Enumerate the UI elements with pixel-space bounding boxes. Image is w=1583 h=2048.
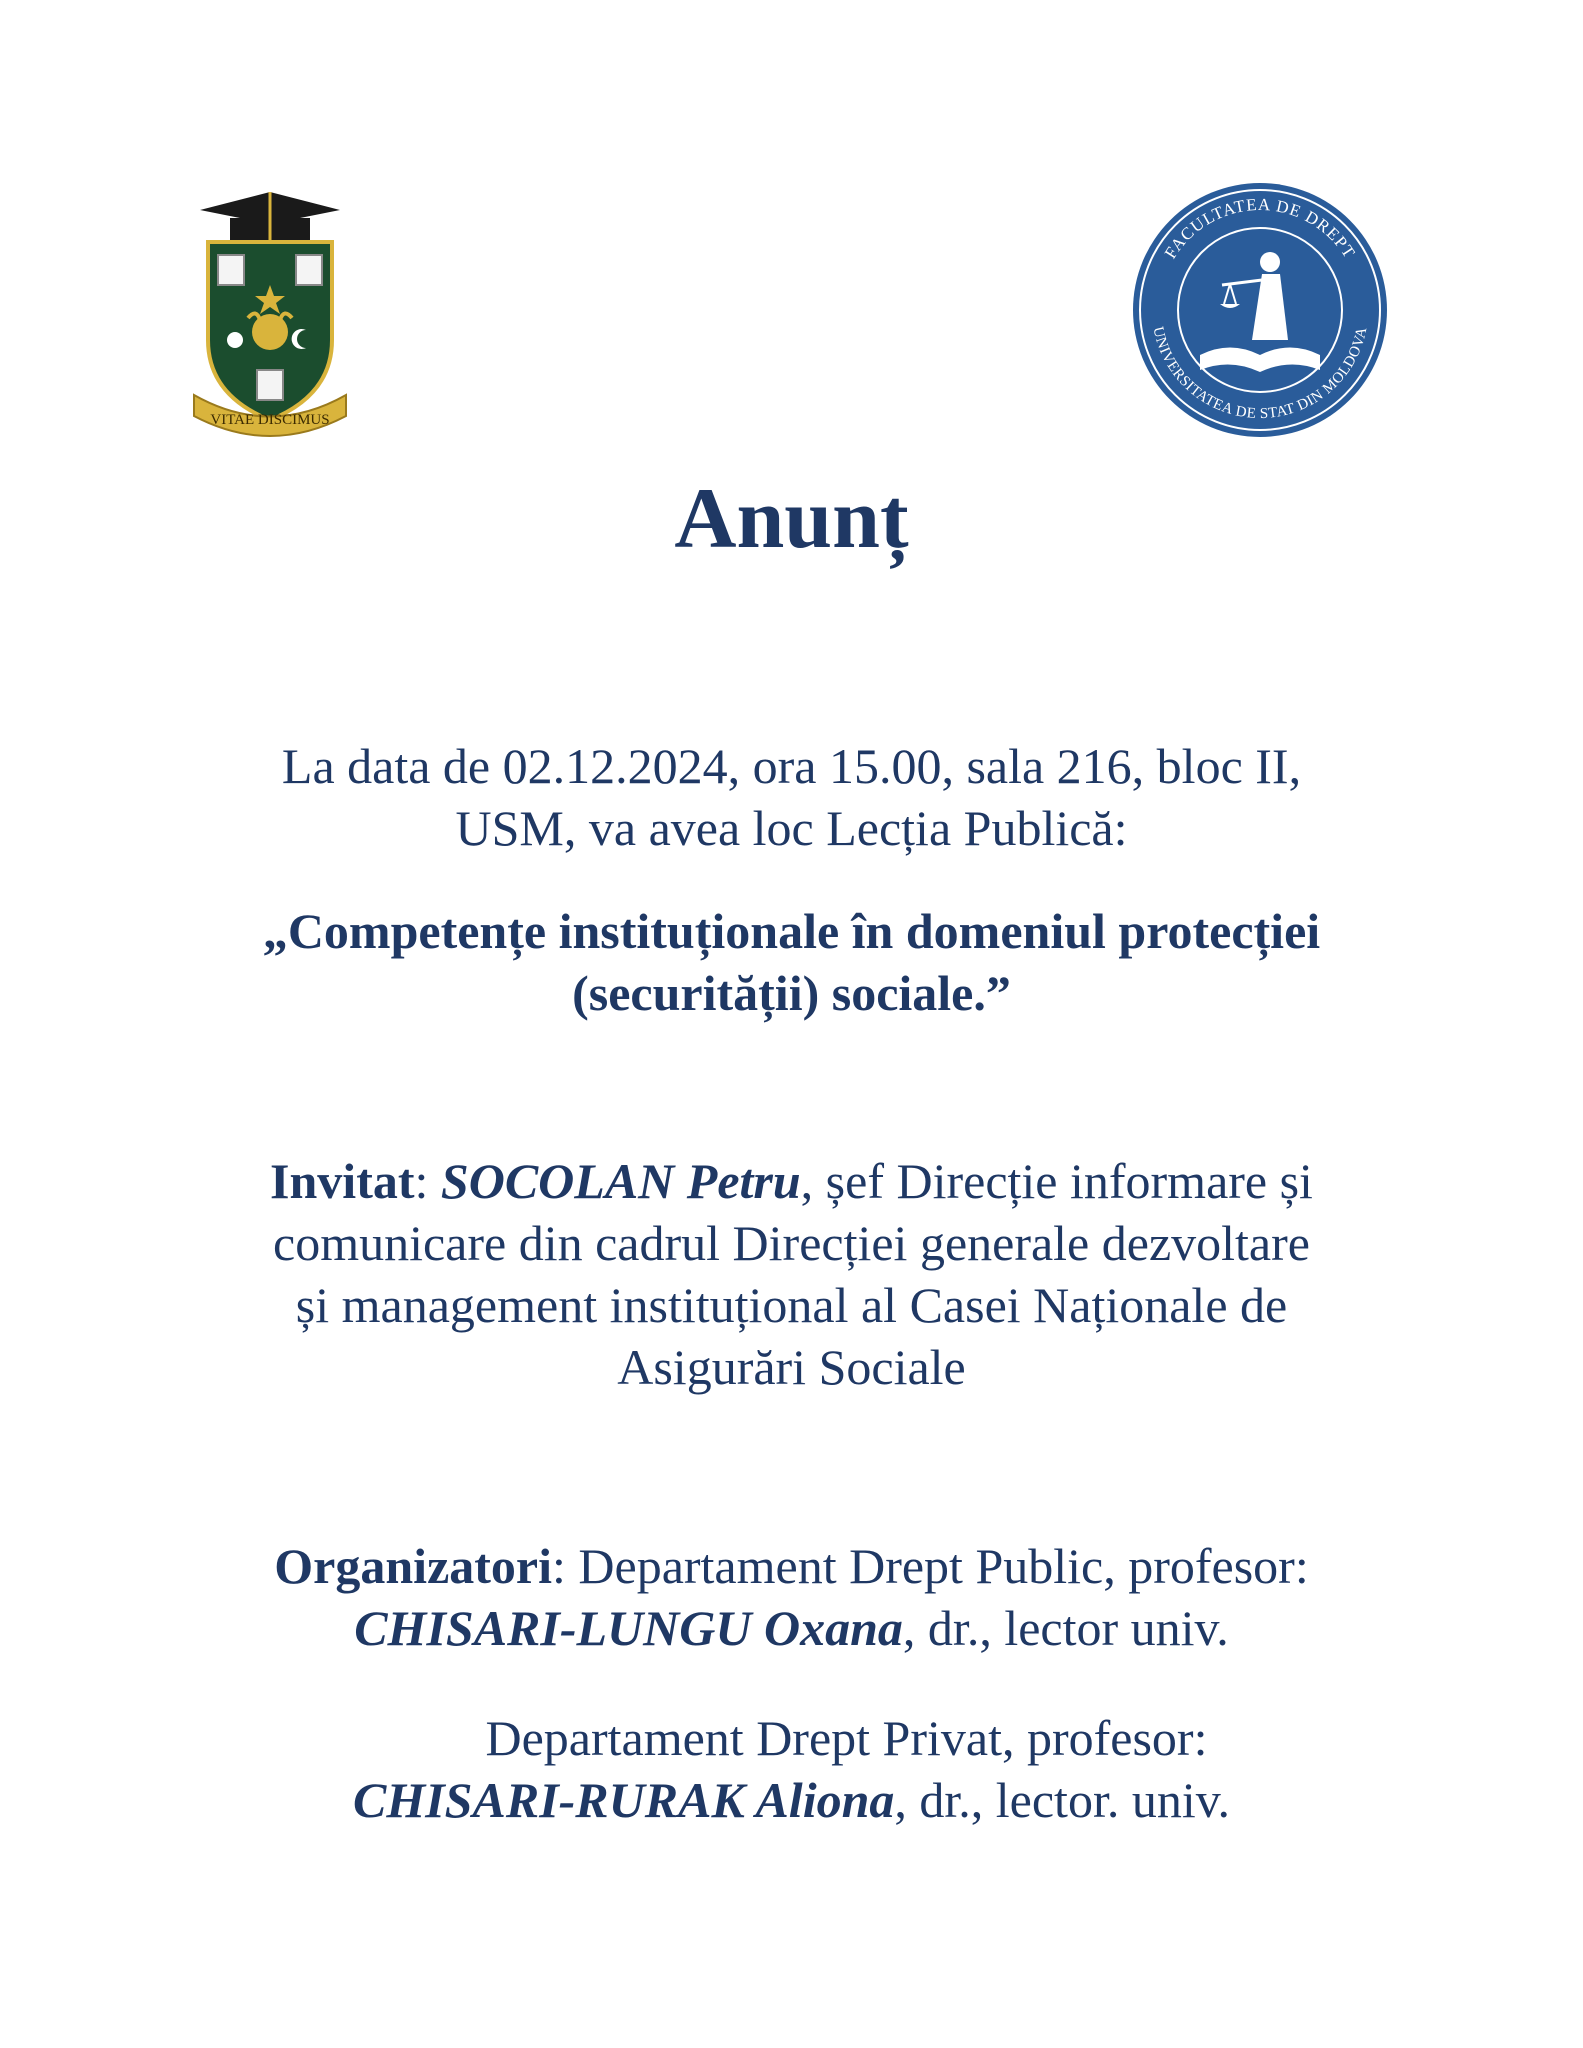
guest-line: Asigurări Sociale <box>617 1339 966 1395</box>
page-title: Anunț <box>674 470 909 566</box>
announcement-intro <box>150 735 1433 859</box>
organizers-label: Organizatori <box>274 1538 552 1594</box>
faculty-of-law-seal-logo <box>1130 180 1390 440</box>
organizer-public-law <box>150 1535 1433 1659</box>
guest-line: Invitat: SOCOLAN Petru, șef Direcție informare și <box>270 1153 1313 1209</box>
organizer-person-title: , dr., lector univ. <box>902 1600 1229 1656</box>
organizer-department: : Departament Drept Public, profesor: <box>552 1538 1309 1594</box>
guest-line: comunicare din cadrul Direcției generale dezvoltare <box>273 1215 1310 1271</box>
organizer-person-title: , dr., lector. univ. <box>894 1772 1230 1828</box>
organizer-private-law <box>150 1707 1433 1831</box>
organizer-line: Departament Drept Privat, profesor: <box>485 1710 1208 1766</box>
intro-line: USM, va avea loc Lecția Publică: <box>455 800 1128 856</box>
guest-section <box>150 1150 1433 1398</box>
organizer-line <box>150 1769 1433 1831</box>
usm-motto: VITAE DISCIMUS <box>210 412 330 428</box>
lecture-title <box>150 900 1433 1024</box>
organizer-person-name: CHISARI-LUNGU Oxana <box>354 1600 903 1656</box>
organizer-line <box>150 1597 1433 1659</box>
usm-coat-of-arms-logo <box>190 180 350 440</box>
organizer-person-name: CHISARI-RURAK Aliona <box>352 1772 895 1828</box>
guest-name: SOCOLAN Petru <box>440 1153 801 1209</box>
lecture-title-line: (securității) sociale.” <box>572 965 1011 1021</box>
intro-line: La data de 02.12.2024, ora 15.00, sala 216, bloc II, <box>281 738 1302 794</box>
guest-role-text: , șef Direcție informare și <box>800 1153 1313 1209</box>
guest-line: și management instituțional al Casei Naționale de <box>295 1277 1288 1333</box>
lecture-title-line: „Competențe instituționale în domeniul protecției <box>262 903 1321 959</box>
guest-label: Invitat <box>270 1153 415 1209</box>
seal-ring-bottom-text: UNIVERSITATEA DE STAT DIN MOLDOVA <box>1149 325 1371 423</box>
seal-ring-top-text: FACULTATEA DE DREPT <box>1160 194 1360 262</box>
organizer-line <box>150 1535 1433 1597</box>
